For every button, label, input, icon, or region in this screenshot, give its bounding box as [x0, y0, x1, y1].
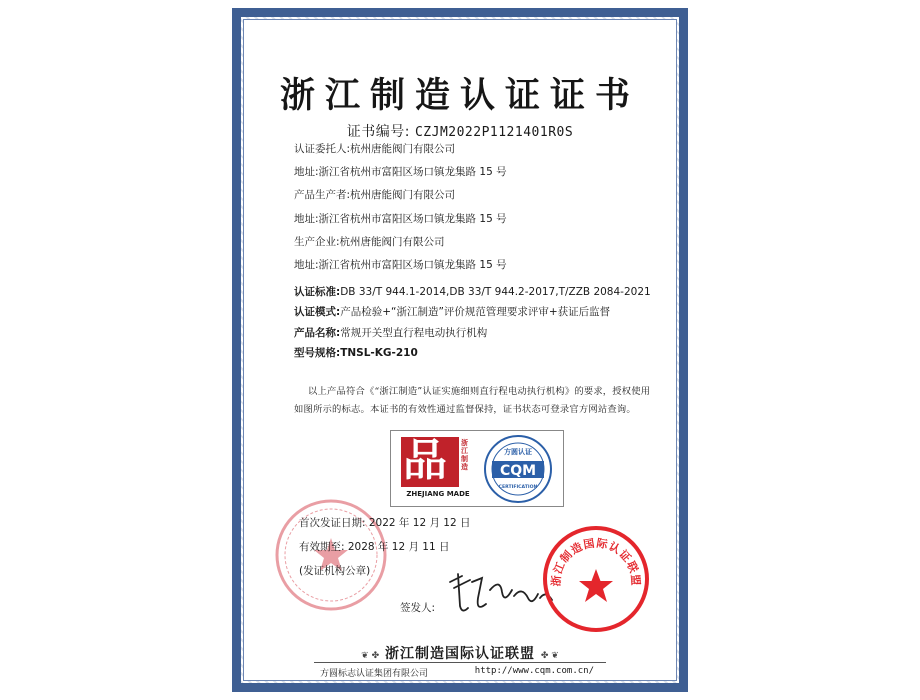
certificate-title: 浙江制造认证证书	[279, 75, 640, 116]
field-label: 地址:	[294, 212, 319, 225]
detail-label: 认证模式:	[294, 306, 341, 319]
field-row	[294, 213, 674, 225]
party-fields	[294, 143, 674, 282]
certificate-number	[244, 121, 676, 141]
authorization-statement: 以上产品符合《“浙江制造”认证实施细则直行程电动执行机构》的要求，授权使用如图所示的标志。本证书的有效性通过监督保持，证书状态可登录官方网站查询。	[294, 386, 651, 415]
issuer-seal-label: (发证机构公章)	[299, 565, 371, 577]
certificate-number-label: 证书编号:	[346, 124, 411, 140]
field-row	[294, 189, 674, 201]
ornament-right-icon: ✤ ❦	[540, 651, 559, 661]
cqm-logo	[483, 434, 553, 504]
field-value: 杭州唐能阀门有限公司	[350, 189, 456, 202]
certificate-body	[243, 19, 677, 681]
footer-alliance	[244, 643, 676, 663]
field-value: 浙江省杭州市富阳区场口镇龙集路 15 号	[318, 166, 507, 179]
ornament-left-icon: ❦ ✤	[361, 651, 380, 661]
cqm-mid-text: CQM	[499, 463, 537, 479]
footer-website: http://www.cqm.com.cn/	[474, 666, 594, 676]
field-row	[294, 236, 674, 248]
detail-row	[294, 306, 674, 318]
detail-row	[294, 286, 674, 298]
signer-label: 签发人:	[400, 602, 436, 614]
footer-alliance-name: 浙江制造国际认证联盟	[385, 646, 535, 662]
cqm-bottom-text: CERTIFICATION	[498, 485, 538, 490]
field-value: 杭州唐能阀门有限公司	[339, 235, 445, 248]
field-label: 地址:	[294, 258, 319, 271]
valid-until-date: 有效期至: 2028 年 12 月 11 日	[299, 541, 450, 553]
field-value: 浙江省杭州市富阳区场口镇龙集路 15 号	[318, 258, 507, 271]
zhejiang-made-glyph: 品	[403, 435, 447, 486]
detail-row	[294, 327, 674, 339]
detail-row	[294, 347, 674, 359]
detail-label: 产品名称:	[294, 326, 341, 339]
field-row	[294, 143, 674, 155]
field-value: 浙江省杭州市富阳区场口镇龙集路 15 号	[318, 212, 507, 225]
certification-marks	[390, 430, 564, 507]
footer-company: 方圆标志认证集团有限公司	[320, 669, 429, 679]
field-label: 地址:	[294, 166, 319, 179]
zhejiang-made-logo	[395, 435, 477, 501]
zhejiang-made-text: ZHEJIANG MADE	[406, 490, 470, 498]
field-label: 认证委托人:	[294, 143, 351, 155]
detail-value: 产品检验+“浙江制造”评价规范管理要求评审+获证后监督	[340, 306, 611, 319]
certificate-number-value: CZJM2022P1121401R0S	[414, 125, 574, 140]
field-label: 生产企业:	[294, 235, 340, 248]
certificate-frame	[232, 8, 688, 692]
footer-divider	[314, 662, 606, 663]
field-row	[294, 166, 674, 178]
zhejiang-made-vertical-text: 浙江制造	[461, 439, 468, 471]
field-label: 产品生产者:	[294, 189, 351, 202]
detail-value: 常规开关型直行程电动执行机构	[340, 326, 488, 339]
detail-label: 认证标准:	[294, 286, 341, 298]
certification-details	[294, 286, 674, 368]
field-value: 杭州唐能阀门有限公司	[350, 143, 456, 155]
detail-value: DB 33/T 944.1-2014,DB 33/T 944.2-2017,T/ZZB 2084-2021	[340, 286, 651, 298]
cqm-top-text: 方圆认证	[504, 448, 532, 456]
field-row	[294, 259, 674, 271]
first-issue-date: 首次发证日期: 2022 年 12 月 12 日	[299, 517, 471, 529]
alliance-seal-text: 浙江制造国际认证联盟	[549, 536, 643, 587]
detail-value: TNSL-KG-210	[340, 347, 418, 360]
alliance-seal-stamp	[542, 525, 650, 633]
detail-label: 型号规格:	[294, 347, 341, 360]
